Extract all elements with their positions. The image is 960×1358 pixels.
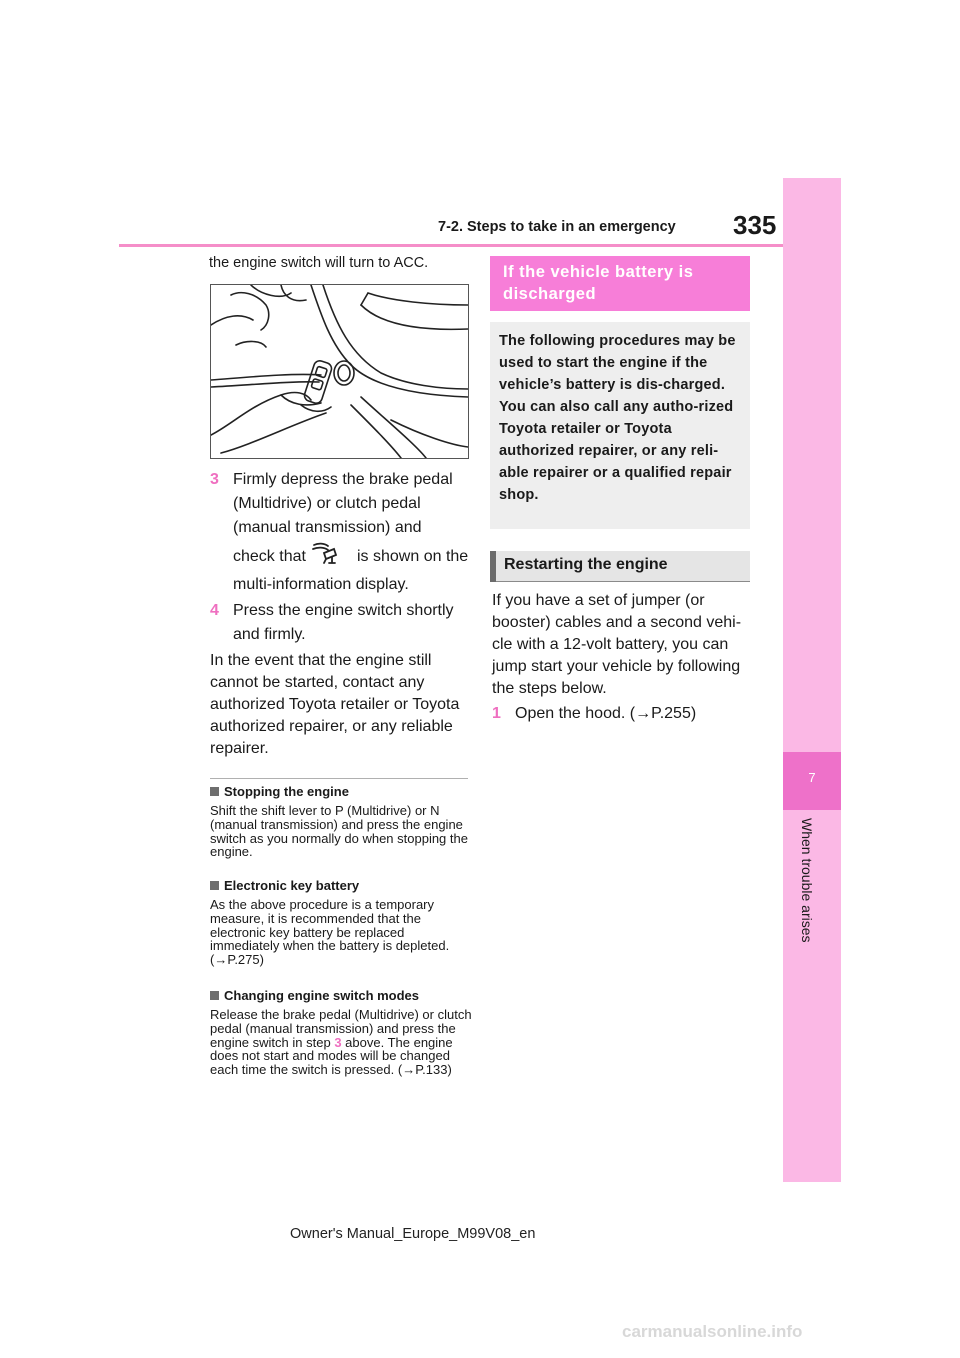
step-3-line-2: (Multidrive) or clutch pedal (233, 495, 421, 512)
brake-pedal-indicator-icon (310, 541, 340, 573)
page-number: 335 (733, 210, 777, 240)
header-rule (119, 244, 783, 247)
step-3-line-1: Firmly depress the brake pedal (233, 471, 453, 488)
step-3-last-line: multi-information display. (233, 576, 409, 593)
restart-step-1-number: 1 (492, 705, 501, 722)
square-bullet-icon (210, 787, 219, 796)
note-1-title-text: Stopping the engine (224, 784, 349, 799)
note-3-step-ref: 3 (334, 1034, 342, 1050)
footer-manual-id: Owner's Manual_Europe_M99V08_en (290, 1226, 536, 1242)
hand-holding-key-icon (211, 285, 468, 458)
step-3-check-after: is shown on the (357, 548, 469, 565)
note-3-title-text: Changing engine switch modes (224, 988, 420, 1003)
heading-accent-bar (490, 551, 496, 582)
step-3-check-before: check that (233, 548, 306, 565)
restart-step-1-text: Open the hood. (→P.255) (515, 705, 697, 722)
intro-line: the engine switch will turn to ACC. (209, 255, 429, 271)
chapter-title (787, 818, 837, 998)
note-stopping-engine-body: Shift the shift lever to P (Multidrive) or N (manual transmission) and press the engine switch as you normally do when stopping the engine. (210, 803, 468, 860)
heading-battery-discharged: If the vehicle battery is discharged (503, 263, 694, 303)
section-title: 7-2. Steps to take in an emergency (438, 219, 676, 235)
note-switch-modes-title (210, 988, 419, 1003)
note-3-body-before: Release the brake pedal (Multidrive) or clutch pedal (manual transmission) and press the engine switch in step (210, 1007, 472, 1050)
chapter-title-text: When trouble arises (799, 818, 815, 943)
engine-switch-key-illustration (210, 284, 469, 459)
note-switch-modes-body (210, 1008, 472, 1077)
watermark: carmanualsonline.info (622, 1322, 803, 1341)
note-stopping-engine-title (210, 784, 349, 799)
step-4-line-2: and firmly. (233, 626, 306, 643)
square-bullet-icon (210, 881, 219, 890)
note-2-title-text: Electronic key battery (224, 878, 360, 893)
battery-intro-text: The following procedures may be used to start the engine if the vehicle’s battery is dis-charged. You can also call any autho-rized Toyota retailer or Toyota authorized repairer, or any reli-able repairer or a qualified repair shop. (499, 333, 736, 503)
note-key-battery-title (210, 878, 359, 893)
notes-divider (210, 778, 468, 779)
heading-restarting-engine: Restarting the engine (504, 556, 668, 573)
step-4-number: 4 (210, 602, 219, 619)
chapter-number: 7 (808, 770, 816, 785)
jumper-cables-paragraph: If you have a set of jumper (or booster) cables and a second vehi-cle with a 12-volt battery, you can jump start your vehicle by following the steps below. (492, 592, 742, 697)
square-bullet-icon (210, 991, 219, 1000)
note-key-battery-body: As the above procedure is a temporary measure, it is recommended that the electronic key battery be replaced immediately when the battery is depleted. (→P.275) (210, 897, 450, 968)
step-4-line-1: Press the engine switch shortly (233, 602, 454, 619)
note-3-body-after: above. The engine does not start and modes will be changed each time the switch is pressed. (→P.133) (210, 1034, 453, 1078)
step-3-line-3: (manual transmission) and (233, 519, 422, 536)
step-3-number: 3 (210, 471, 219, 488)
contact-retailer-paragraph: In the event that the engine still cannot be started, contact any authorized Toyota retailer or Toyota authorized repairer, or any reliable repairer. (210, 652, 460, 757)
chapter-thumb-tab[interactable] (783, 178, 841, 1182)
